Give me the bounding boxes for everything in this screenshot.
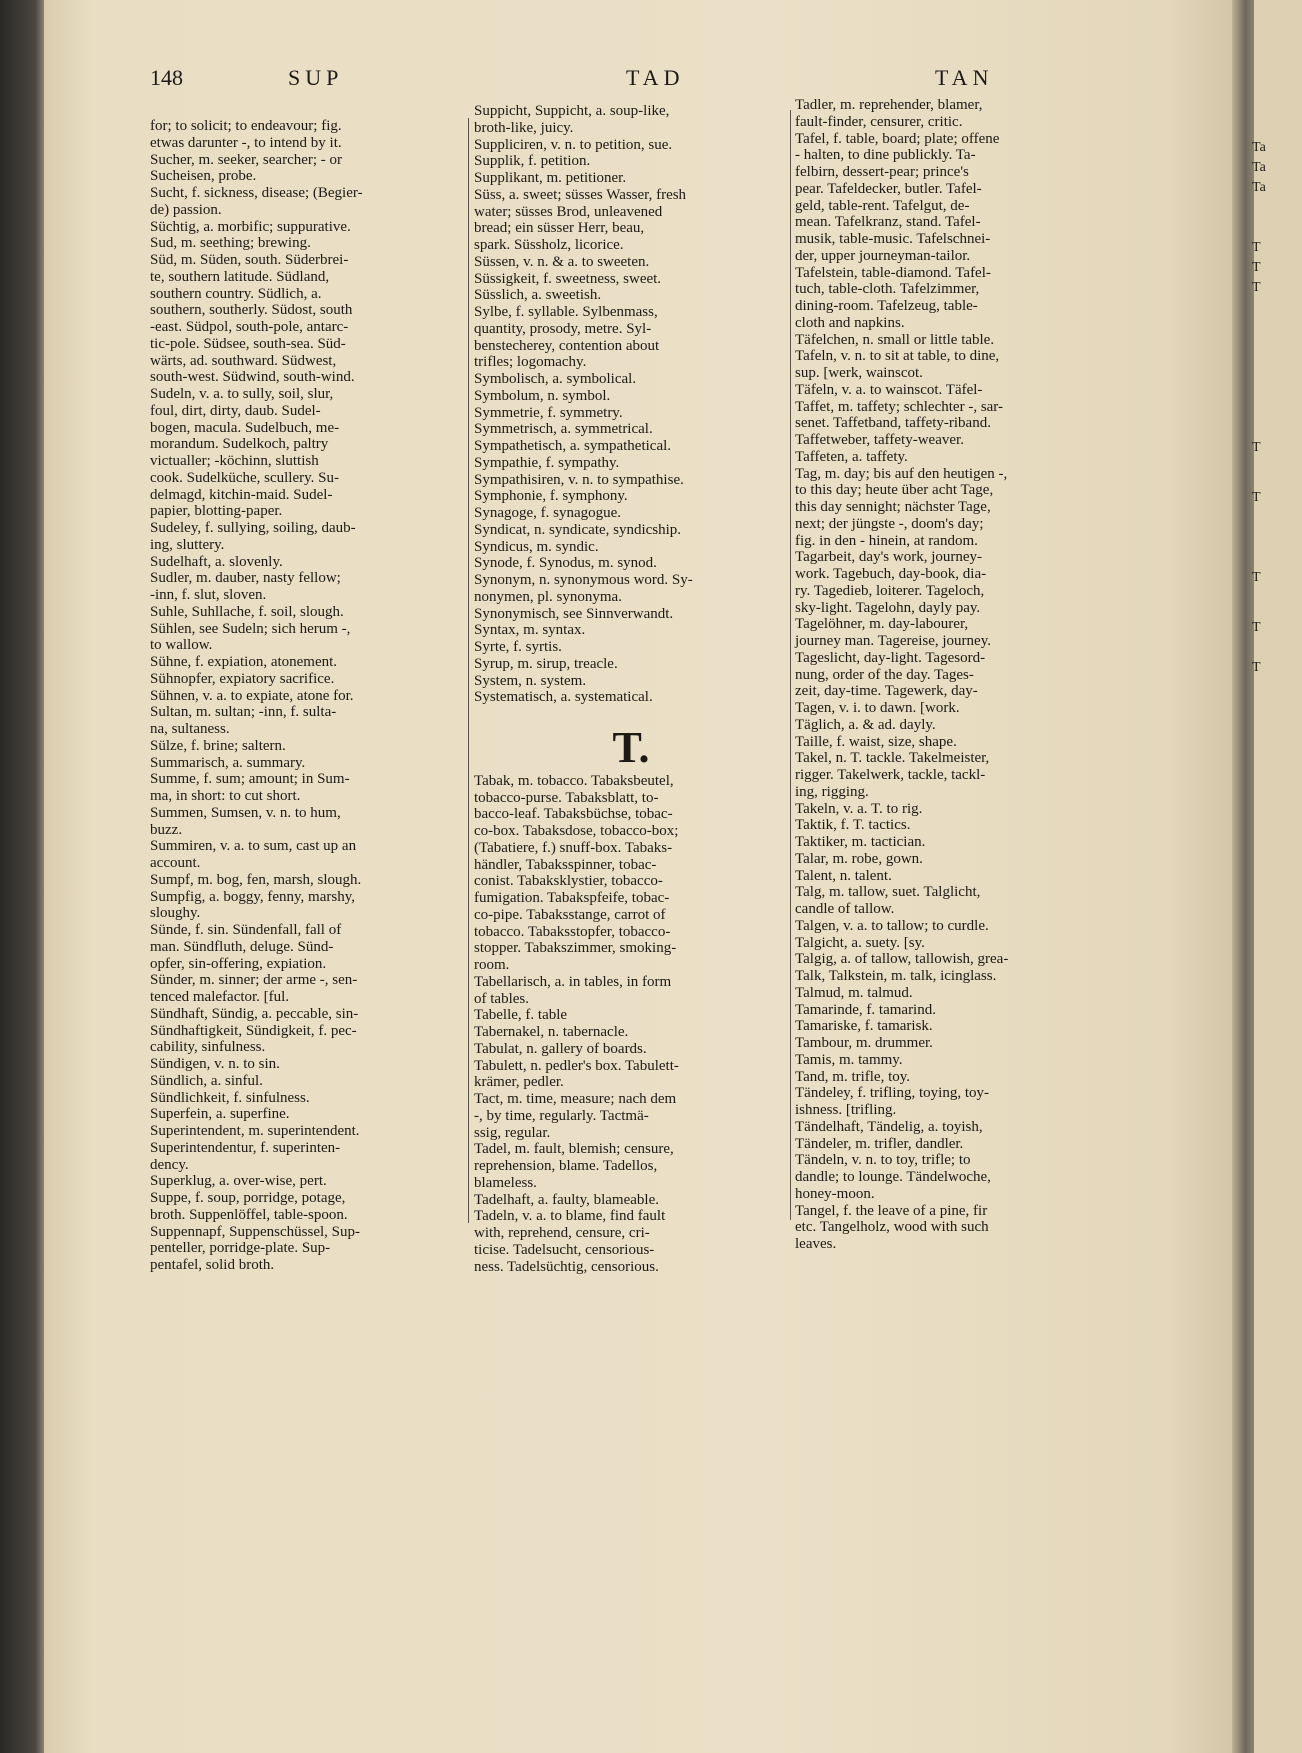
entry-line: to this day; heute über acht Tage, <box>795 482 994 499</box>
entry-line: Tabulat, n. gallery of boards. <box>474 1040 647 1057</box>
entry-line: ssig, regular. <box>474 1124 551 1141</box>
entry-line: quantity, prosody, metre. Syl- <box>474 320 652 337</box>
entry-line: Sühne, f. expiation, atonement. <box>150 654 338 670</box>
entry-line: nung, order of the day. Tages- <box>795 666 974 683</box>
entry-line: Tafelstein, table-diamond. Tafel- <box>795 264 991 281</box>
entry-line: Systematisch, a. systematical. <box>474 689 653 706</box>
entry-line: Sündhaft, Sündig, a. peccable, sin- <box>150 1005 359 1022</box>
entry-line: Synonym, n. synonymous word. Sy- <box>474 572 693 588</box>
entry-line: händler, Tabaksspinner, tobac- <box>474 856 657 873</box>
entry-line: Sucht, f. sickness, disease; (Begier- <box>150 185 363 201</box>
fragment-text: T <box>1252 440 1261 455</box>
entry-line: spark. Süssholz, licorice. <box>474 237 624 253</box>
entry-line: Talk, Talkstein, m. talk, icinglass. <box>795 968 997 984</box>
entry-line: tuch, table-cloth. Tafelzimmer, <box>795 281 980 298</box>
entry-line: Talg, m. tallow, suet. Talglicht, <box>795 884 981 901</box>
book-gutter <box>1232 0 1254 1753</box>
entry-line: Talgig, a. of tallow, tallowish, grea- <box>795 951 1009 968</box>
entry-line: Superfein, a. superfine. <box>150 1106 290 1123</box>
entry-line: Sündhaftigkeit, Sündigkeit, f. pec- <box>150 1022 357 1039</box>
entry-line: Süsslich, a. sweetish. <box>474 287 602 304</box>
entry-line: blameless. <box>474 1174 537 1191</box>
entry-line: Sudelhaft, a. slovenly. <box>150 553 283 570</box>
entry-line: Sucheisen, probe. <box>150 168 257 185</box>
entry-line: Sudeln, v. a. to sully, soil, slur, <box>150 386 334 402</box>
entry-line: Tabak, m. tobacco. Tabaksbeutel, <box>474 772 674 789</box>
entry-line: krämer, pedler. <box>474 1074 564 1091</box>
entry-line: cloth and napkins. <box>795 314 905 331</box>
column-1 <box>150 118 465 1274</box>
entry-line: pear. Tafeldecker, butler. Tafel- <box>795 180 982 197</box>
entry-line: mean. Tafelkranz, stand. Tafel- <box>795 214 981 231</box>
entry-line: Sympathie, f. sympathy. <box>474 454 620 471</box>
entry-line: Synagoge, f. synagogue. <box>474 505 622 521</box>
entry-line: Sünder, m. sinner; der arme -, sen- <box>150 972 358 989</box>
entry-line: delmagd, kitchin-maid. Sudel- <box>150 486 333 503</box>
entry-line: senet. Taffetband, taffety-riband. <box>795 415 991 432</box>
entry-line: foul, dirt, dirty, daub. Sudel- <box>150 402 321 419</box>
entry-line: dency. <box>150 1156 189 1173</box>
entry-line: sky-light. Tagelohn, dayly pay. <box>795 599 981 616</box>
entry-line: buzz. <box>150 821 183 838</box>
entry-line: tobacco. Tabaksstopfer, tobacco- <box>474 923 671 940</box>
entry-line: Tändelhaft, Tändelig, a. toyish, <box>795 1118 983 1135</box>
entry-line: tobacco-purse. Tabaksblatt, to- <box>474 789 659 806</box>
entry-line: -, by time, regularly. Tactmä- <box>474 1107 649 1124</box>
entry-line: this day sennight; nächster Tage, <box>795 499 991 515</box>
entry-line: Talmud, m. talmud. <box>795 984 913 1001</box>
entry-line: geld, table-rent. Tafelgut, de- <box>795 197 970 214</box>
entry-line: Täglich, a. & ad. dayly. <box>795 716 936 733</box>
entry-line: Syndicat, n. syndicate, syndicship. <box>474 521 682 538</box>
entry-line: de) passion. <box>150 201 222 218</box>
entry-line: ing, sluttery. <box>150 536 225 553</box>
entry-line: System, n. system. <box>474 672 587 689</box>
entry-line: Sympathisiren, v. n. to sympathise. <box>474 471 684 488</box>
entry-line: Taffetweber, taffety-weaver. <box>795 432 964 448</box>
entry-line: candle of tallow. <box>795 901 895 917</box>
entry-line: broth. Suppenlöffel, table-spoon. <box>150 1206 348 1223</box>
entry-line: rigger. Takelwerk, tackle, tackl- <box>795 767 986 783</box>
entry-line: Synode, f. Synodus, m. synod. <box>474 555 657 572</box>
entry-line: of tables. <box>474 990 529 1007</box>
entry-line: Suhle, Suhllache, f. soil, slough. <box>150 603 344 620</box>
fragment-text: T <box>1252 260 1261 275</box>
entry-line: room. <box>474 957 510 973</box>
entry-line: Tabellarisch, a. in tables, in form <box>474 973 672 990</box>
entry-line: Tand, m. trifle, toy. <box>795 1068 911 1085</box>
entry-line: Syrup, m. sirup, treacle. <box>474 655 618 672</box>
entry-line: te, southern latitude. Südland, <box>150 268 330 285</box>
entry-line: Täfeln, v. a. to wainscot. Täfel- <box>795 381 983 398</box>
entry-line: Sündlichkeit, f. sinfulness. <box>150 1089 310 1106</box>
entry-line: water; süsses Brod, unleavened <box>474 203 663 220</box>
page-number: 148 <box>150 65 183 90</box>
entry-line: co-pipe. Tabaksstange, carrot of <box>474 906 666 923</box>
entry-line: Tafeln, v. n. to sit at table, to dine, <box>795 348 1000 365</box>
entry-line: Sündigen, v. n. to sin. <box>150 1056 280 1072</box>
entry-line: Tagen, v. i. to dawn. [work. <box>795 700 960 716</box>
entry-line: with, reprehend, censure, cri- <box>474 1225 650 1241</box>
entry-line: Sympathetisch, a. sympathetical. <box>474 438 672 454</box>
entry-line: -east. Südpol, south-pole, antarc- <box>150 319 349 335</box>
entry-line: penteller, porridge-plate. Sup- <box>150 1240 331 1257</box>
entry-line: Symbolisch, a. symbolical. <box>474 371 637 387</box>
entry-line: Tact, m. time, measure; nach dem <box>474 1091 677 1107</box>
entry-line: Süssigkeit, f. sweetness, sweet. <box>474 270 662 287</box>
entry-line: etc. Tangelholz, wood with such <box>795 1219 989 1236</box>
entry-line: Tagelöhner, m. day-labourer, <box>795 616 969 633</box>
fragment-text: T <box>1252 660 1261 675</box>
entry-line: ma, in short: to cut short. <box>150 788 301 804</box>
entry-line: Süchtig, a. morbific; suppurative. <box>150 218 351 235</box>
entry-line: stopper. Tabakszimmer, smoking- <box>474 940 677 957</box>
fragment-text: T <box>1252 280 1261 295</box>
entry-line: for; to solicit; to endeavour; fig. <box>150 118 342 134</box>
entry-line: Sumpfig, a. boggy, fenny, marshy, <box>150 888 355 905</box>
entry-line: tic-pole. Südsee, south-sea. Süd- <box>150 335 346 352</box>
entry-line: dandle; to lounge. Tändelwoche, <box>795 1169 991 1185</box>
entry-line: leaves. <box>795 1236 837 1252</box>
entry-line: Tamis, m. tammy. <box>795 1051 903 1068</box>
entry-line: Suppe, f. soup, porridge, potage, <box>150 1190 346 1206</box>
entry-line: Superintendentur, f. superinten- <box>150 1139 341 1156</box>
entry-line: Supplikant, m. petitioner. <box>474 170 627 186</box>
entry-line: Sultan, m. sultan; -inn, f. sulta- <box>150 704 337 721</box>
entry-line: pentafel, solid broth. <box>150 1257 275 1273</box>
entry-line: Tadelhaft, a. faulty, blameable. <box>474 1191 659 1208</box>
entry-line: co-box. Tabaksdose, tobacco-box; <box>474 823 679 839</box>
entry-line: etwas darunter -, to intend by it. <box>150 134 342 151</box>
fragment-text: T <box>1252 240 1261 255</box>
entry-line: Summiren, v. a. to sum, cast up an <box>150 838 357 855</box>
entry-line: Syrte, f. syrtis. <box>474 639 562 655</box>
entry-line: Sühnen, v. a. to expiate, atone for. <box>150 687 354 704</box>
entry-line: Taffet, m. taffety; schlechter -, sar- <box>795 398 1004 415</box>
entry-line: Süd, m. Süden, south. Süderbrei- <box>150 252 349 268</box>
entry-line: musik, table-music. Tafelschnei- <box>795 231 991 247</box>
entry-line: papier, blotting-paper. <box>150 503 283 520</box>
entry-line: sloughy. <box>150 905 201 922</box>
entry-line: trifles; logomachy. <box>474 354 587 371</box>
entry-line: cook. Sudelküche, scullery. Su- <box>150 469 339 486</box>
entry-line: Symphonie, f. symphony. <box>474 488 628 505</box>
entry-line: ticise. Tadelsucht, censorious- <box>474 1241 655 1258</box>
fragment-text: Ta <box>1252 180 1266 195</box>
entry-line: south-west. Südwind, south-wind. <box>150 369 355 386</box>
entry-line: ishness. [trifling. <box>795 1102 897 1118</box>
entry-line: felbirn, dessert-pear; prince's <box>795 164 969 180</box>
entry-line: Sud, m. seething; brewing. <box>150 235 311 252</box>
entry-line: Sündlich, a. sinful. <box>150 1072 263 1089</box>
entry-line: Tabulett, n. pedler's box. Tabulett- <box>474 1057 679 1074</box>
entry-line: Tändeler, m. trifler, dandler. <box>795 1135 964 1152</box>
entry-line: -inn, f. slut, sloven. <box>150 587 267 603</box>
entry-line: account. <box>150 855 201 871</box>
entry-line: Taffeten, a. taffety. <box>795 448 908 465</box>
entry-line: Sudeley, f. sullying, soiling, daub- <box>150 520 356 536</box>
fragment-text: T <box>1252 490 1261 505</box>
entry-line: bogen, macula. Sudelbuch, me- <box>150 419 340 436</box>
entry-line: Talent, n. talent. <box>795 867 892 884</box>
entry-line: honey-moon. <box>795 1185 875 1202</box>
entry-line: Tadel, m. fault, blemish; censure, <box>474 1141 674 1158</box>
entry-line: Suppennapf, Suppenschüssel, Sup- <box>150 1223 360 1240</box>
entry-line: Tabelle, f. table <box>474 1007 568 1024</box>
entry-line: Tamarinde, f. tamarind. <box>795 1001 936 1018</box>
entry-line: southern, southerly. Südost, south <box>150 302 353 319</box>
entry-line: Sülze, f. brine; saltern. <box>150 737 286 754</box>
running-head-center: TAD <box>626 65 685 90</box>
entry-line: fig. in den - hinein, at random. <box>795 532 978 549</box>
entry-line: Talar, m. robe, gown. <box>795 850 923 867</box>
entry-line: Syntax, m. syntax. <box>474 622 586 639</box>
entry-line: Syndicus, m. syndic. <box>474 538 599 555</box>
entry-line: Sumpf, m. bog, fen, marsh, slough. <box>150 871 362 888</box>
entry-line: Sünde, f. sin. Sündenfall, fall of <box>150 922 342 938</box>
fragment-text: T <box>1252 570 1261 585</box>
fragment-text: Ta <box>1252 160 1266 175</box>
entry-line: Taktiker, m. tactician. <box>795 834 926 850</box>
entry-line: to wallow. <box>150 637 213 654</box>
entry-line: Taktik, f. T. tactics. <box>795 817 911 834</box>
entry-line: victualler; -köchinn, sluttish <box>150 453 319 469</box>
entry-line: Sühlen, see Sudeln; sich herum -, <box>150 620 351 637</box>
entry-line: Takel, n. T. tackle. Takelmeister, <box>795 750 990 767</box>
entry-line: Tabernakel, n. tabernacle. <box>474 1024 629 1040</box>
entry-line: Summe, f. sum; amount; in Sum- <box>150 771 350 788</box>
entry-line: Sylbe, f. syllable. Sylbenmass, <box>474 304 658 320</box>
entry-line: ry. Tagedieb, loiterer. Tageloch, <box>795 582 985 599</box>
entry-line: southern country. Südlich, a. <box>150 285 322 302</box>
entry-line: cability, sinfulness. <box>150 1039 266 1056</box>
entry-line: conist. Tabaksklystier, tobacco- <box>474 873 663 890</box>
entry-line: wärts, ad. southward. Südwest, <box>150 352 337 369</box>
running-head-right: TAN <box>935 65 994 90</box>
entry-line: zeit, day-time. Tagewerk, day- <box>795 683 978 700</box>
entry-line: Summen, Sumsen, v. n. to hum, <box>150 804 341 821</box>
entry-line: Supplik, f. petition. <box>474 153 591 170</box>
entry-line: Symmetrie, f. symmetry. <box>474 404 623 421</box>
section-letter: T. <box>612 722 650 772</box>
entry-line: Tadeln, v. a. to blame, find fault <box>474 1208 666 1225</box>
entry-line: Tagarbeit, day's work, journey- <box>795 549 983 566</box>
entry-line: Tag, m. day; bis auf den heutigen -, <box>795 465 1008 482</box>
running-head-left: SUP <box>288 65 344 90</box>
entry-line: ing, rigging. <box>795 783 869 800</box>
entry-line: Superintendent, m. superintendent. <box>150 1123 360 1139</box>
entry-line: benstecherey, contention about <box>474 337 660 354</box>
entry-line: Sühnopfer, expiatory sacrifice. <box>150 670 335 687</box>
entry-line: Symmetrisch, a. symmetrical. <box>474 421 653 438</box>
column-rule <box>468 118 469 1223</box>
entry-line: Taille, f. waist, size, shape. <box>795 733 957 750</box>
entry-line: journey man. Tagereise, journey. <box>795 633 991 649</box>
fragment-text: T <box>1252 620 1261 635</box>
entry-line: Täfelchen, n. small or little table. <box>795 331 995 348</box>
entry-line: Suppliciren, v. n. to petition, sue. <box>474 136 673 153</box>
entry-line: tenced malefactor. [ful. <box>150 989 290 1005</box>
entry-line: Tändeley, f. trifling, toying, toy- <box>795 1085 989 1102</box>
entry-line: reprehension, blame. Tadellos, <box>474 1158 658 1174</box>
entry-line: Takeln, v. a. T. to rig. <box>795 800 923 817</box>
entry-line: bread; ein süsser Herr, beau, <box>474 220 645 237</box>
entry-line: Suppicht, Suppicht, a. soup-like, <box>474 103 670 119</box>
entry-line: der, upper journeyman-tailor. <box>795 247 971 264</box>
next-page-edge <box>1254 0 1302 1753</box>
entry-line: fault-finder, censurer, critic. <box>795 113 963 130</box>
entry-line: (Tabatiere, f.) snuff-box. Tabaks- <box>474 839 673 856</box>
entry-line: Tamariske, f. tamarisk. <box>795 1018 933 1035</box>
entry-line: Tambour, m. drummer. <box>795 1035 933 1051</box>
entry-line: man. Sündfluth, deluge. Sünd- <box>150 938 334 955</box>
column-rule <box>790 110 791 1220</box>
entry-line: Süss, a. sweet; süsses Wasser, fresh <box>474 186 687 203</box>
entry-line: Summarisch, a. summary. <box>150 754 306 771</box>
entry-line <box>474 706 788 723</box>
entry-line: sup. [werk, wainscot. <box>795 365 923 381</box>
entry-line: dining-room. Tafelzeug, table- <box>795 298 978 314</box>
entry-line: fumigation. Tabakspfeife, tobac- <box>474 890 670 906</box>
entry-line: Superklug, a. over-wise, pert. <box>150 1173 327 1190</box>
column-2 <box>474 103 788 1275</box>
scan-left-border <box>0 0 44 1753</box>
entry-line: opfer, sin-offering, expiation. <box>150 955 327 972</box>
entry-line: - halten, to dine publickly. Ta- <box>795 147 976 164</box>
entry-line: ness. Tadelsüchtig, censorious. <box>474 1258 659 1275</box>
entry-line: Sudler, m. dauber, nasty fellow; <box>150 570 341 587</box>
entry-line: morandum. Sudelkoch, paltry <box>150 436 329 453</box>
entry-line: Tageslicht, day-light. Tagesord- <box>795 649 986 666</box>
entry-line: nonymen, pl. synonyma. <box>474 588 622 605</box>
entry-line: work. Tagebuch, day-book, dia- <box>795 566 987 582</box>
entry-line: Tändeln, v. n. to toy, trifle; to <box>795 1152 971 1169</box>
entry-line: broth-like, juicy. <box>474 119 574 136</box>
entry-line: Tafel, f. table, board; plate; offene <box>795 130 1000 147</box>
entry-line: Sucher, m. seeker, searcher; - or <box>150 151 343 168</box>
entry-line: Synonymisch, see Sinnverwandt. <box>474 605 674 622</box>
column-3 <box>795 97 1107 1253</box>
entry-line: bacco-leaf. Tabaksbüchse, tobac- <box>474 806 673 823</box>
entry-line: next; der jüngste -, doom's day; <box>795 515 984 532</box>
fragment-text: Ta <box>1252 140 1266 155</box>
entry-line: Süssen, v. n. & a. to sweeten. <box>474 253 650 270</box>
entry-line: na, sultaness. <box>150 721 230 737</box>
entry-line: Talgicht, a. suety. [sy. <box>795 934 925 951</box>
entry-line: Talgen, v. a. to tallow; to curdle. <box>795 917 989 934</box>
entry-line: Tadler, m. reprehender, blamer, <box>795 97 983 113</box>
entry-line: Tangel, f. the leave of a pine, fir <box>795 1202 988 1219</box>
entry-line: Symbolum, n. symbol. <box>474 387 611 404</box>
